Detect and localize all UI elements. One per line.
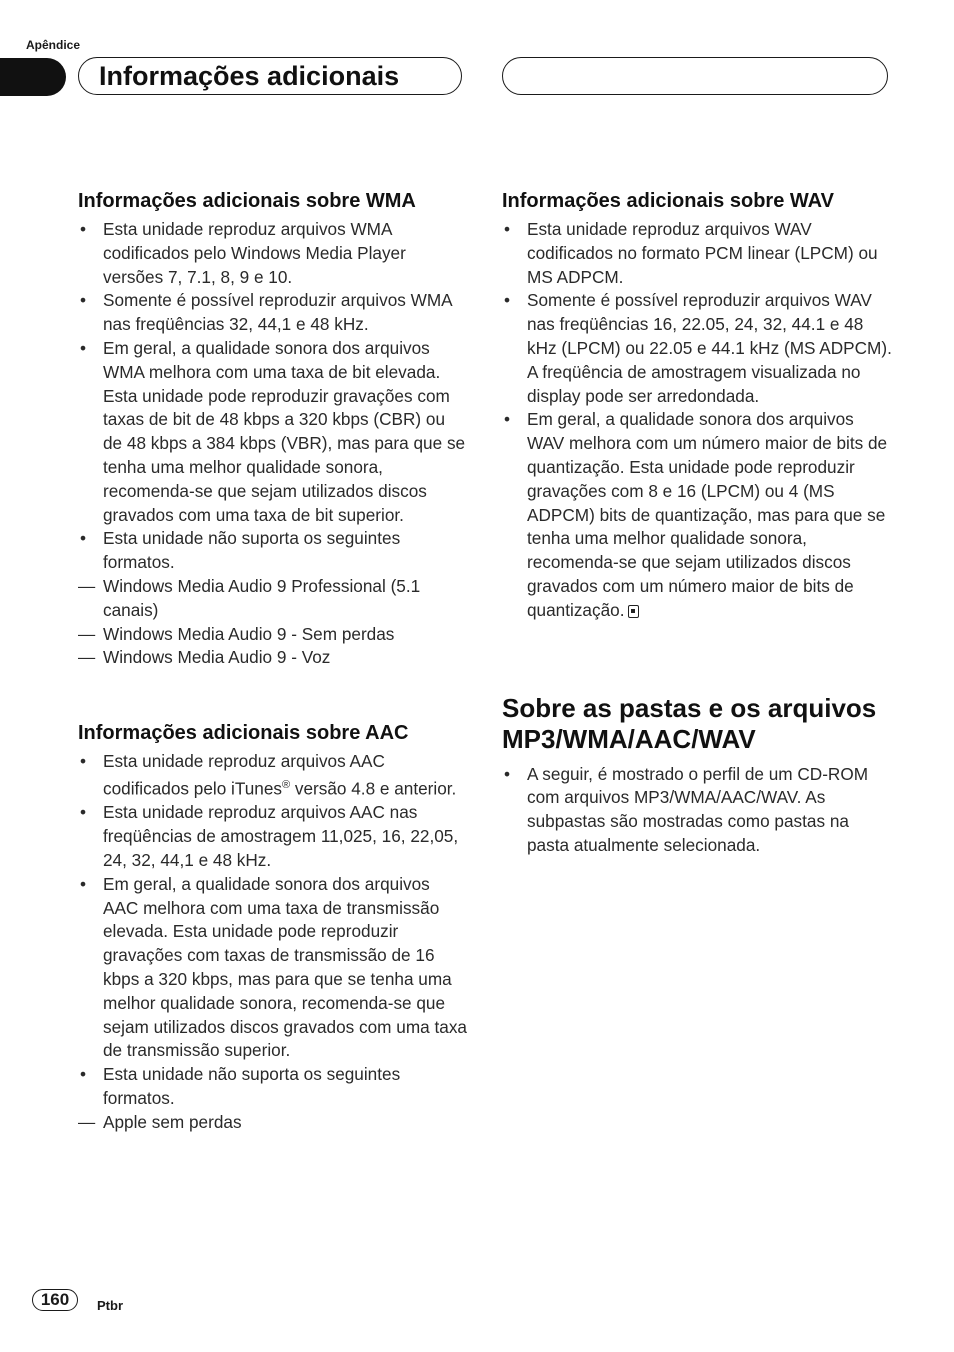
chapter-title-box [78,57,462,95]
list-item: • Esta unidade reproduz arquivos WAV codificados no formato PCM linear (LPCM) ou MS ADPCM. [502,218,892,289]
wma-heading: Informações adicionais sobre WMA [78,190,416,212]
left-column [78,188,468,1135]
empty-header-box [502,57,888,95]
list-item [502,408,892,622]
appendix-label: Apêndice [26,38,81,52]
list-item: • Esta unidade reproduz arquivos WMA codificados pelo Windows Media Player versões 7, 7.1, 8, 9 e 10. [78,218,468,289]
list-item: • A seguir, é mostrado o perfil de um CD-ROM com arquivos MP3/WMA/AAC/WAV. As subpastas são mostradas como pastas na pasta atualmente selecionada. [502,763,892,858]
aac-item-text: Esta unidade reproduz arquivos AAC codificados pelo iTunes [103,751,385,799]
list-item: • Em geral, a qualidade sonora dos arquivos AAC melhora com uma taxa de transmissão elevada. Esta unidade pode reproduzir gravações com taxas de transmissão de 16 kbps a 320 kbps, mas para que se tenha uma melhor qualidade sonora, recomenda-se que sejam utilizados discos gravados com uma taxa de transmissão superior. [78,873,468,1063]
wav-heading: Informações adicionais sobre WAV [502,190,834,212]
list-item: • Esta unidade reproduz arquivos AAC nas freqüências de amostragem 11,025, 16, 22,05, 24, 32, 44,1 e 48 kHz. [78,801,468,872]
folders-list [502,763,892,858]
aac-list [78,750,468,1111]
page-number: 160 [32,1289,78,1311]
sub-list-item: — Windows Media Audio 9 Professional (5.1 canais) [78,575,421,620]
folders-heading: Sobre as pastas e os arquivos MP3/WMA/AAC/WAV [502,692,877,754]
list-item: • Somente é possível reproduzir arquivos WMA nas freqüências 32, 44,1 e 48 kHz. [78,289,468,337]
language-code: Ptbr [97,1298,123,1313]
section-tab-marker [0,58,66,96]
wav-item-text: Em geral, a qualidade sonora dos arquivos WAV melhora com um número maior de bits de quantização. Esta unidade pode reproduzir gravações com 8 e 16 (LPCM) ou 4 (MS ADPCM) bits de quantização, mas para que se tenha uma melhor qualidade sonora, recomenda-se que sejam utilizados discos gravados com um número maior de bits de quantização. [527,409,888,620]
sub-list-item-text: Windows Media Audio 9 - Voz [103,647,331,668]
sub-list-item: — Windows Media Audio 9 - Voz [78,647,331,668]
aac-heading: Informações adicionais sobre AAC [78,722,409,745]
list-item [78,750,468,801]
sub-list-item-text: Windows Media Audio 9 Professional (5.1 canais) [103,575,421,620]
registered-mark: ® [281,778,291,791]
sub-list-item-text: Apple sem perdas [103,1111,242,1132]
end-of-section-icon [628,605,639,618]
wav-list [502,218,892,623]
chapter-title: Informações adicionais [99,61,400,91]
list-item: • Em geral, a qualidade sonora dos arquivos WMA melhora com uma taxa de bit elevada. Esta unidade pode reproduzir gravações com taxas de bit de 48 kbps a 320 kbps (CBR) ou de 48 kbps a 384 kbps (VBR), mas para que se tenha uma melhor qualidade sonora, recomenda-se que sejam utilizados discos gravados com uma taxa de bit superior. [78,337,468,527]
right-column [502,188,892,858]
sub-list-item: — Windows Media Audio 9 - Sem perdas [78,623,395,644]
wma-list [78,218,468,575]
list-item: • Somente é possível reproduzir arquivos WAV nas freqüências 16, 22.05, 24, 32, 44.1 e 48 kHz (LPCM) ou 22.05 e 44.1 kHz (MS ADPCM). A freqüência de amostragem visualizada no display pode ser arredondada. [502,289,892,408]
aac-item-text: versão 4.8 e anterior. [290,778,457,799]
list-item: • Esta unidade não suporta os seguintes formatos. [78,1063,468,1111]
list-item: • Esta unidade não suporta os seguintes formatos. [78,527,468,575]
sub-list-item: — Apple sem perdas [78,1111,242,1132]
sub-list-item-text: Windows Media Audio 9 - Sem perdas [103,623,395,644]
